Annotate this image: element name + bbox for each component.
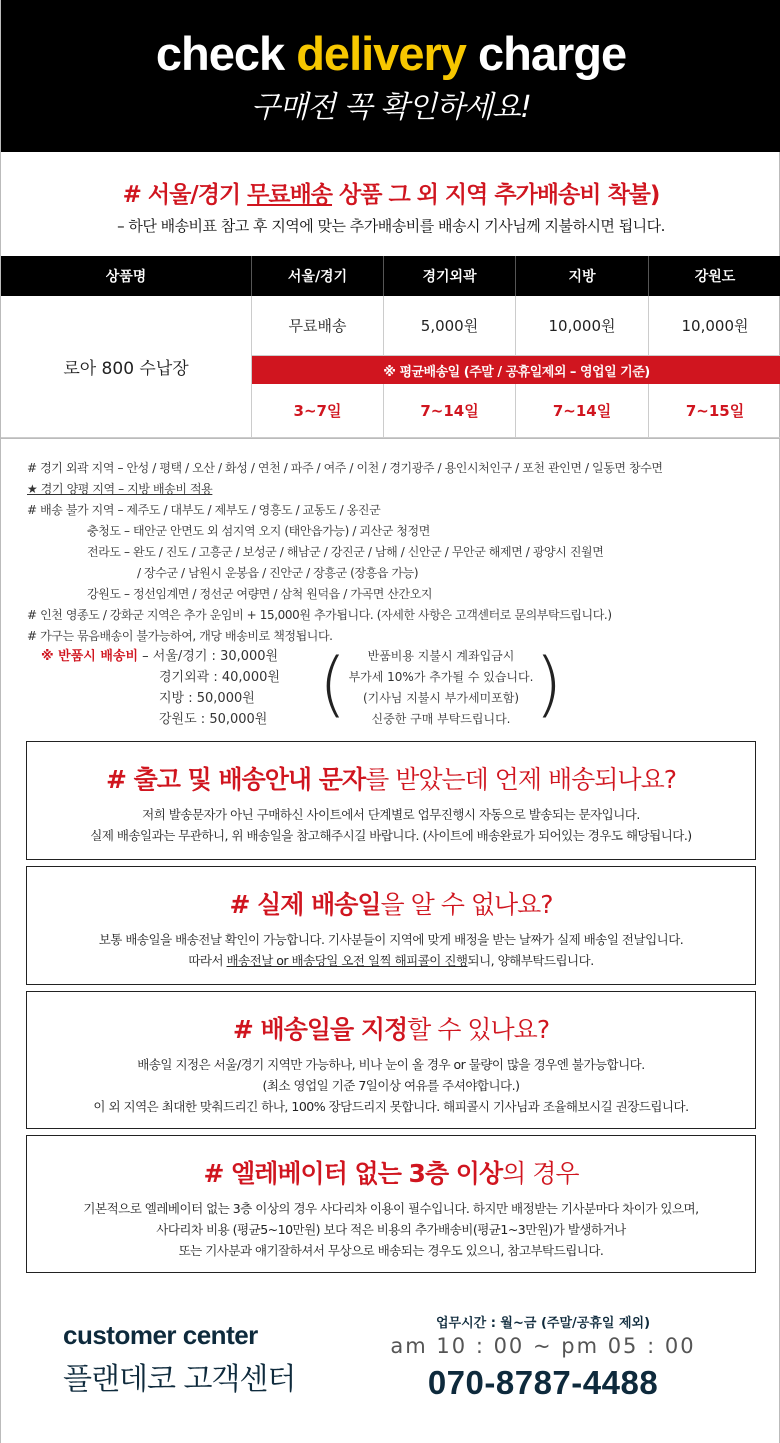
col-header-outskirts: 경기외곽: [384, 256, 516, 296]
header-banner: [1, 0, 780, 152]
faq-title-bold: # 출고 및 배송안내 문자: [105, 765, 366, 794]
return-notice-line: (기사님 지불시 부가세미포함): [362, 691, 520, 705]
note-line: 강원도 – 정선임계면 / 정선군 여량면 / 삼척 원덕읍 / 가곡면 산간오지: [87, 587, 433, 601]
faq-title-normal: 할 수 있나요?: [407, 1015, 550, 1044]
business-hours: am 10 : 00 ~ pm 05 : 00: [390, 1334, 696, 1358]
faq-box-schedule: [26, 991, 756, 1129]
return-fee-line: 지방 : 50,000원: [159, 691, 255, 706]
return-notice-line: 반품비용 지불시 계좌입금시: [367, 649, 515, 663]
business-hours-label: 업무시간 : 월~금 (주말/공휴일 제외): [435, 1316, 651, 1331]
faq-title: [27, 1010, 755, 1046]
col-header-gangwon: 강원도: [649, 256, 780, 296]
faq-body-line: (최소 영업일 기준 7일이상 여유를 주셔야합니다.): [262, 1078, 520, 1093]
intro-highlight: 무료배송: [247, 182, 333, 208]
return-notice-line: 신중한 구매 부탁드립니다.: [371, 712, 511, 726]
faq-box-actual-date: [26, 866, 756, 985]
header-title: [1, 26, 780, 81]
return-fee-seoul: – 서울/경기 : 30,000원: [138, 649, 279, 664]
faq-title: [27, 1154, 755, 1190]
note-line: # 배송 불가 지역 – 제주도 / 대부도 / 제부도 / 영흥도 / 교동도 / 옹진군: [27, 503, 381, 517]
note-line: # 인천 영종도 / 강화군 지역은 추가 운임비 + 15,000원 추가됩니다. (자세한 사항은 고객센터로 문의부탁드립니다.): [27, 608, 612, 622]
faq-body-line: 기본적으로 엘레베이터 없는 3층 이상의 경우 사다리차 이용이 필수입니다. 하지만 배정받는 기사분마다 차이가 있으며,: [83, 1201, 699, 1216]
note-line: # 경기 외곽 지역 – 안성 / 평택 / 오산 / 화성 / 연천 / 파주 / 여주 / 이천 / 경기광주 / 용인시처인구 / 포천 관인면 / 일동면 창수면: [27, 461, 663, 475]
faq-body-line: 보통 배송일을 배송전날 확인이 가능합니다. 기사분들이 지역에 맞게 배정을 받는 날짜가 실제 배송일 전날입니다.: [98, 932, 684, 947]
faq-title-bold: # 실제 배송일: [229, 890, 381, 919]
header-subtitle: 구매전 꼭 확인하세요!: [251, 90, 531, 125]
days-cell-gangwon: 7~15일: [649, 384, 780, 438]
area-notes: [27, 458, 767, 647]
title-word-check: check: [155, 27, 285, 80]
faq-body-line: 배송일 지정은 서울/경기 지역만 가능하나, 비나 눈이 올 경우 or 물량이 많을 경우엔 불가능합니다.: [137, 1057, 645, 1072]
paren-open: (: [319, 643, 347, 725]
faq-body-line: 실제 배송일과는 무관하니, 위 배송일을 참고해주시길 바랍니다. (사이트에 배송완료가 되어있는 경우도 해당됩니다.): [90, 828, 692, 843]
intro-rest: 상품 그 외 지역 추가배송비 착불): [332, 182, 660, 208]
customer-center-kr: 플랜데코 고객센터: [63, 1362, 296, 1397]
fee-cell-province: 10,000원: [516, 296, 649, 356]
faq-title: [27, 885, 755, 921]
note-line: # 가구는 묶음배송이 불가능하여, 개당 배송비로 책정됩니다.: [27, 629, 333, 643]
product-name-cell: 로아 800 수납장: [1, 296, 252, 438]
days-cell-outskirts: 7~14일: [384, 384, 516, 438]
faq-title-normal: 을 알 수 없나요?: [380, 890, 553, 919]
faq-body-line: [27, 950, 755, 971]
title-word-delivery: delivery: [296, 27, 466, 80]
return-fee-label: ※ 반품시 배송비: [41, 649, 139, 664]
faq-body: [27, 1198, 755, 1261]
delivery-fee-table: [1, 256, 780, 438]
intro-title: [1, 176, 780, 209]
return-notice-line: 부가세 10%가 추가될 수 있습니다.: [348, 670, 534, 684]
faq-title-normal: 의 경우: [502, 1159, 579, 1188]
intro-subtext: – 하단 배송비표 참고 후 지역에 맞는 추가배송비를 배송시 기사님께 지불하시면 됩니다.: [117, 217, 665, 235]
faq-title-normal: 를 받았는데 언제 배송되나요?: [365, 765, 677, 794]
faq-body-line: 저희 발송문자가 아닌 구매하신 사이트에서 단계별로 업무진행시 자동으로 발송되는 문자입니다.: [142, 807, 640, 822]
faq-body: [27, 804, 755, 846]
return-fee-line: [41, 646, 321, 667]
title-word-charge: charge: [477, 27, 627, 80]
col-header-seoul: 서울/경기: [252, 256, 384, 296]
faq-body: [27, 1054, 755, 1117]
faq-body-pre: 따라서: [188, 953, 227, 968]
fee-cell-outskirts: 5,000원: [384, 296, 516, 356]
faq-body-underlined: 배송전날 or 배송당일 오전 일찍 해피콜이 진행: [226, 953, 468, 968]
return-fee-line: 경기외곽 : 40,000원: [159, 670, 280, 685]
faq-body-post: 되니, 양해부탁드립니다.: [467, 953, 594, 968]
avg-delivery-bar: ※ 평균배송일 (주말 / 공휴일제외 – 영업일 기준): [252, 356, 780, 384]
faq-body-line: 사다리차 비용 (평균5~10만원) 보다 적은 비용의 추가배송비(평균1~3만원)가 발생하거나: [156, 1222, 626, 1237]
return-notice: [341, 646, 541, 730]
note-line: 충청도 – 태안군 안면도 외 섬지역 오지 (태안읍가능) / 괴산군 청정면: [87, 524, 430, 538]
paren-close: ): [535, 643, 563, 725]
days-cell-seoul: 3~7일: [252, 384, 384, 438]
phone-number[interactable]: 070-8787-4488: [427, 1364, 659, 1401]
table-divider: [1, 438, 780, 439]
fee-cell-gangwon: 10,000원: [649, 296, 780, 356]
note-line: / 장수군 / 남원시 운봉읍 / 진안군 / 장흥군 (장흥읍 가능): [137, 566, 419, 580]
col-header-product: 상품명: [1, 256, 252, 296]
customer-center-en: customer center: [63, 1320, 258, 1350]
days-cell-province: 7~14일: [516, 384, 649, 438]
fee-cell-seoul: 무료배송: [252, 296, 384, 356]
return-fee-line: 강원도 : 50,000원: [159, 712, 268, 727]
col-header-province: 지방: [516, 256, 649, 296]
faq-body: [27, 929, 755, 971]
note-line: ★ 경기 양평 지역 – 지방 배송비 적용: [27, 482, 213, 496]
note-line: 전라도 – 완도 / 진도 / 고흥군 / 보성군 / 해남군 / 강진군 / 남해 / 신안군 / 무안군 해제면 / 광양시 진월면: [87, 545, 604, 559]
faq-box-elevator: [26, 1135, 756, 1273]
return-fee-list: [41, 646, 321, 730]
return-fee-section: [41, 643, 761, 727]
faq-title: [27, 760, 755, 796]
faq-title-bold: # 엘레베이터 없는 3층 이상: [203, 1159, 503, 1188]
faq-body-line: 또는 기사분과 얘기잘하셔서 무상으로 배송되는 경우도 있으니, 참고부탁드립니다.: [178, 1243, 604, 1258]
intro-hash: # 서울/경기: [122, 182, 248, 208]
faq-box-notification: [26, 741, 756, 860]
faq-body-line: 이 외 지역은 최대한 맞춰드리긴 하나, 100% 장담드리지 못합니다. 해피콜시 기사님과 조율해보시길 권장드립니다.: [93, 1099, 689, 1114]
faq-title-bold: # 배송일을 지정: [232, 1015, 408, 1044]
